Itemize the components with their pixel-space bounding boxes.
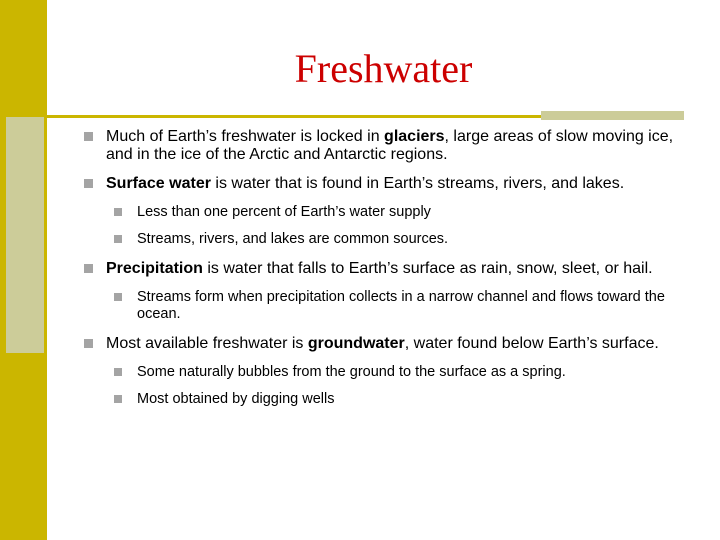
bullet-keyword: groundwater (307, 335, 405, 352)
bullet-text: is water that is found in Earth’s streams, rivers, and lakes. (210, 175, 625, 192)
square-bullet-icon (84, 132, 93, 141)
bullet-text: is water that falls to Earth’s surface as rain, snow, sleet, or hail. (202, 260, 653, 277)
sub-bullet (84, 204, 684, 221)
square-bullet-icon (84, 339, 93, 348)
sub-bullet (84, 391, 684, 408)
bullet-precipitation (84, 260, 684, 278)
bullet-glaciers (84, 128, 684, 164)
bullet-text: , water found below Earth’s surface. (404, 335, 659, 352)
sub-bullet-text: Streams form when precipitation collects in a narrow channel and flows toward the ocean. (137, 289, 665, 322)
sub-bullet (84, 364, 684, 381)
square-bullet-icon (114, 208, 122, 216)
bullet-groundwater (84, 335, 684, 353)
square-bullet-icon (114, 368, 122, 376)
title-divider-line (47, 115, 545, 118)
bullet-text: Much of Earth’s freshwater is locked in (106, 128, 385, 145)
sidebar-accent-box (6, 117, 44, 353)
square-bullet-icon (114, 235, 122, 243)
bullet-text: , large areas of slow moving ice, and in the ice of the Arctic and Antarctic regions. (106, 128, 674, 163)
bullet-keyword: Precipitation (106, 260, 203, 277)
bullet-text: Most available freshwater is (106, 335, 308, 352)
square-bullet-icon (114, 293, 122, 301)
sub-bullet (84, 231, 684, 248)
square-bullet-icon (84, 179, 93, 188)
slide-body (84, 128, 684, 418)
title-divider-accent (541, 111, 684, 120)
bullet-surface-water (84, 175, 684, 193)
sub-bullet (84, 289, 684, 323)
bullet-keyword: Surface water (106, 175, 211, 192)
sub-bullet-text: Some naturally bubbles from the ground to the surface as a spring. (137, 364, 566, 380)
bullet-keyword: glaciers (384, 128, 445, 145)
sub-bullet-text: Most obtained by digging wells (137, 391, 335, 407)
sub-bullet-text: Less than one percent of Earth’s water supply (137, 204, 431, 220)
sub-bullet-text: Streams, rivers, and lakes are common sources. (137, 231, 449, 247)
slide-title: Freshwater (294, 46, 473, 91)
square-bullet-icon (114, 395, 122, 403)
square-bullet-icon (84, 264, 93, 273)
